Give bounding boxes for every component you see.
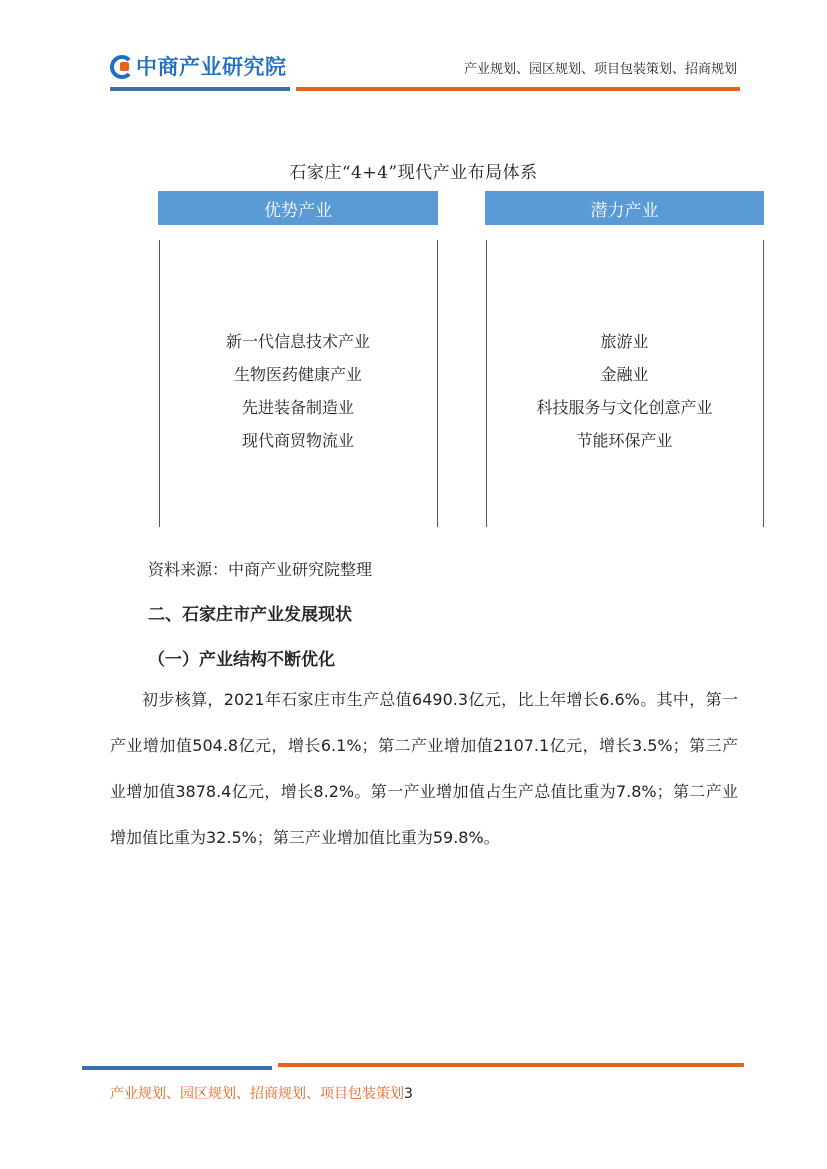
list-item: 现代商贸物流业 (241, 431, 354, 450)
header-tagline: 产业规划、园区规划、项目包装策划、招商规划 (463, 62, 737, 77)
logo-text: 中商产业研究院 (136, 55, 287, 79)
logo-icon (110, 55, 132, 77)
figure-title: 石家庄“4+4”现代产业布局体系 (289, 163, 538, 183)
data-source-note: 资料来源：中商产业研究院整理 (148, 560, 373, 579)
company-logo (110, 52, 287, 80)
footer-rule-blue (82, 1066, 272, 1070)
advantage-industry-list (158, 325, 438, 457)
footer-rule-orange (278, 1063, 744, 1067)
page-number: 3 (404, 1086, 413, 1102)
list-item: 节能环保产业 (576, 431, 673, 450)
potential-industry-list (485, 325, 764, 457)
list-item: 金融业 (600, 365, 649, 384)
subsection-heading: （一）产业结构不断优化 (148, 650, 335, 670)
footer-tagline: 产业规划、园区规划、招商规划、项目包装策划 (110, 1086, 404, 1102)
header-rule-blue (110, 87, 290, 91)
column-header-potential: 潜力产业 (485, 191, 764, 225)
list-item: 先进装备制造业 (241, 398, 354, 417)
list-item: 生物医药健康产业 (233, 365, 362, 384)
column-header-advantage: 优势产业 (158, 191, 438, 225)
body-paragraph: 初步核算，2021年石家庄市生产总值6490.3亿元，比上年增长6.6%。其中，第一产业增加值504.8亿元，增长6.1%；第二产业增加值2107.1亿元，增长3.5%；第三产业增加值3878.4亿元，增长8.2%。第一产业增加值占生产总值比重为7.8%；第二产业增加值比重为32.5%；第三产业增加值比重为59.8%。 (110, 690, 738, 847)
list-item: 旅游业 (600, 332, 649, 351)
list-item: 科技服务与文化创意产业 (536, 398, 713, 417)
footer (110, 1083, 413, 1103)
section-heading: 二、石家庄市产业发展现状 (148, 605, 352, 625)
list-item: 新一代信息技术产业 (225, 332, 370, 351)
header-rule-orange (296, 87, 740, 91)
